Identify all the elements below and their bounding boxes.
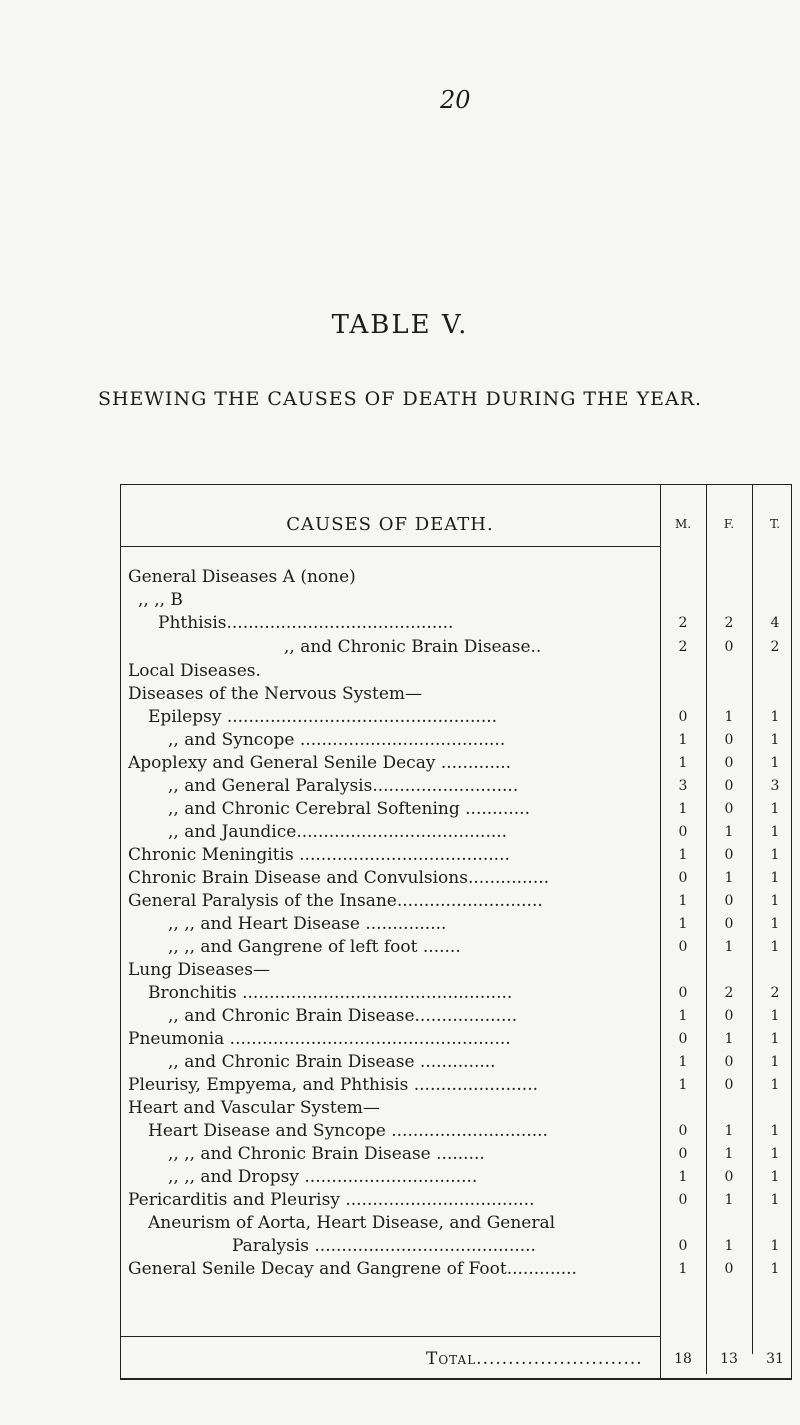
- count-male: 2: [678, 615, 688, 631]
- count-female: 0: [724, 893, 734, 909]
- cause-label: Local Diseases.: [128, 661, 261, 681]
- count-female: 0: [724, 732, 734, 748]
- cause-label: ,, and General Paralysis...........................: [168, 776, 519, 796]
- cause-label: ,, and Chronic Brain Disease ..............: [168, 1052, 496, 1072]
- count-male: 1: [678, 916, 688, 932]
- cause-label: Heart Disease and Syncope .............................: [148, 1121, 548, 1141]
- count-total: 4: [770, 615, 780, 631]
- cause-label: Pleurisy, Empyema, and Phthisis .......................: [128, 1075, 539, 1095]
- cause-label: Heart and Vascular System—: [128, 1098, 380, 1118]
- header-male: M.: [674, 517, 692, 531]
- cause-label: ,, ,, and Gangrene of left foot .......: [168, 937, 461, 957]
- count-female: 0: [724, 1008, 734, 1024]
- total-label: Total..........................: [426, 1349, 643, 1369]
- cause-label: ,, and Chronic Brain Disease...................: [168, 1006, 518, 1026]
- cause-label: ,, and Jaundice.......................................: [168, 822, 508, 842]
- count-female: 1: [724, 870, 734, 886]
- cause-label: ,, ,, and Heart Disease ...............: [168, 914, 447, 934]
- count-male: 3: [678, 778, 688, 794]
- count-total: 1: [770, 893, 780, 909]
- count-female: 0: [724, 1261, 734, 1277]
- cause-label: Apoplexy and General Senile Decay .............: [128, 753, 512, 773]
- count-female: 0: [724, 778, 734, 794]
- cause-label: Aneurism of Aorta, Heart Disease, and General: [148, 1213, 556, 1233]
- cause-label: Paralysis .........................................: [232, 1236, 536, 1256]
- count-total: 1: [770, 1123, 780, 1139]
- count-total: 1: [770, 1054, 780, 1070]
- count-female: 2: [724, 985, 734, 1001]
- count-total: 2: [770, 639, 780, 655]
- count-female: 0: [724, 1169, 734, 1185]
- count-male: 0: [678, 985, 688, 1001]
- count-female: 1: [724, 1146, 734, 1162]
- cause-label: Chronic Brain Disease and Convulsions...............: [128, 868, 550, 888]
- table-left-rule: [120, 484, 121, 1379]
- count-female: 1: [724, 824, 734, 840]
- total-rule: [120, 1336, 660, 1337]
- cause-label: ,, ,, B: [138, 590, 183, 610]
- count-total: 1: [770, 1169, 780, 1185]
- table-subtitle: SHEWING THE CAUSES OF DEATH DURING THE YEAR.: [97, 388, 703, 410]
- cause-label: General Paralysis of the Insane...........................: [128, 891, 543, 911]
- header-total: T.: [769, 517, 781, 531]
- cause-label: ,, ,, and Chronic Brain Disease .........: [168, 1144, 485, 1164]
- cause-label: ,, ,, and Dropsy ................................: [168, 1167, 478, 1187]
- count-total: 1: [770, 847, 780, 863]
- count-male: 1: [678, 755, 688, 771]
- count-male: 1: [678, 1261, 688, 1277]
- count-male: 1: [678, 1077, 688, 1093]
- count-male: 1: [678, 801, 688, 817]
- count-total: 1: [770, 1261, 780, 1277]
- count-total: 1: [770, 1146, 780, 1162]
- total-m: 18: [674, 1351, 692, 1367]
- count-total: 2: [770, 985, 780, 1001]
- count-total: 1: [770, 1238, 780, 1254]
- count-male: 0: [678, 939, 688, 955]
- table-top-rule: [120, 484, 792, 485]
- count-female: 1: [724, 1123, 734, 1139]
- cause-label: General Senile Decay and Gangrene of Foot.............: [128, 1259, 577, 1279]
- cause-label: Epilepsy ..................................................: [148, 707, 498, 727]
- count-male: 0: [678, 870, 688, 886]
- count-total: 1: [770, 732, 780, 748]
- count-male: 1: [678, 1169, 688, 1185]
- page-number: 20: [440, 86, 471, 114]
- count-male: 0: [678, 1192, 688, 1208]
- total-t: 31: [766, 1351, 784, 1367]
- count-female: 0: [724, 639, 734, 655]
- count-total: 1: [770, 1031, 780, 1047]
- cause-label: Chronic Meningitis .......................................: [128, 845, 510, 865]
- cause-label: Bronchitis ..................................................: [148, 983, 513, 1003]
- cause-label: Lung Diseases—: [128, 960, 270, 980]
- cause-label: ,, and Chronic Cerebral Softening ............: [168, 799, 530, 819]
- count-female: 1: [724, 1192, 734, 1208]
- count-female: 1: [724, 939, 734, 955]
- count-female: 1: [724, 709, 734, 725]
- cause-label: ,, and Chronic Brain Disease..: [284, 637, 542, 657]
- count-female: 0: [724, 847, 734, 863]
- cause-label: Pneumonia ....................................................: [128, 1029, 511, 1049]
- count-male: 2: [678, 639, 688, 655]
- count-male: 1: [678, 1008, 688, 1024]
- count-male: 0: [678, 1123, 688, 1139]
- count-female: 0: [724, 755, 734, 771]
- count-female: 0: [724, 916, 734, 932]
- header-rule: [120, 546, 660, 547]
- count-total: 1: [770, 870, 780, 886]
- count-female: 1: [724, 1031, 734, 1047]
- table-title: TABLE V.: [331, 310, 469, 340]
- total-f: 13: [720, 1351, 738, 1367]
- cause-label: General Diseases A (none): [128, 567, 356, 587]
- count-total: 1: [770, 755, 780, 771]
- count-male: 0: [678, 1238, 688, 1254]
- count-female: 0: [724, 1054, 734, 1070]
- count-male: 0: [678, 1146, 688, 1162]
- cause-label: Pericarditis and Pleurisy ...................................: [128, 1190, 535, 1210]
- count-total: 1: [770, 1008, 780, 1024]
- count-total: 3: [770, 778, 780, 794]
- count-total: 1: [770, 939, 780, 955]
- count-female: 1: [724, 1238, 734, 1254]
- count-total: 1: [770, 801, 780, 817]
- table-bottom-rule: [120, 1378, 792, 1380]
- header-causes: CAUSES OF DEATH.: [286, 514, 494, 535]
- count-male: 0: [678, 1031, 688, 1047]
- count-female: 2: [724, 615, 734, 631]
- count-male: 1: [678, 847, 688, 863]
- count-total: 1: [770, 709, 780, 725]
- count-female: 0: [724, 801, 734, 817]
- count-male: 0: [678, 709, 688, 725]
- count-total: 1: [770, 824, 780, 840]
- count-female: 0: [724, 1077, 734, 1093]
- count-total: 1: [770, 916, 780, 932]
- count-male: 1: [678, 893, 688, 909]
- cause-label: Phthisis..........................................: [158, 613, 454, 633]
- cause-label: Diseases of the Nervous System—: [128, 684, 423, 704]
- count-male: 1: [678, 1054, 688, 1070]
- header-female: F.: [723, 517, 735, 531]
- count-male: 1: [678, 732, 688, 748]
- count-male: 0: [678, 824, 688, 840]
- cause-label: ,, and Syncope ......................................: [168, 730, 506, 750]
- count-total: 1: [770, 1192, 780, 1208]
- count-total: 1: [770, 1077, 780, 1093]
